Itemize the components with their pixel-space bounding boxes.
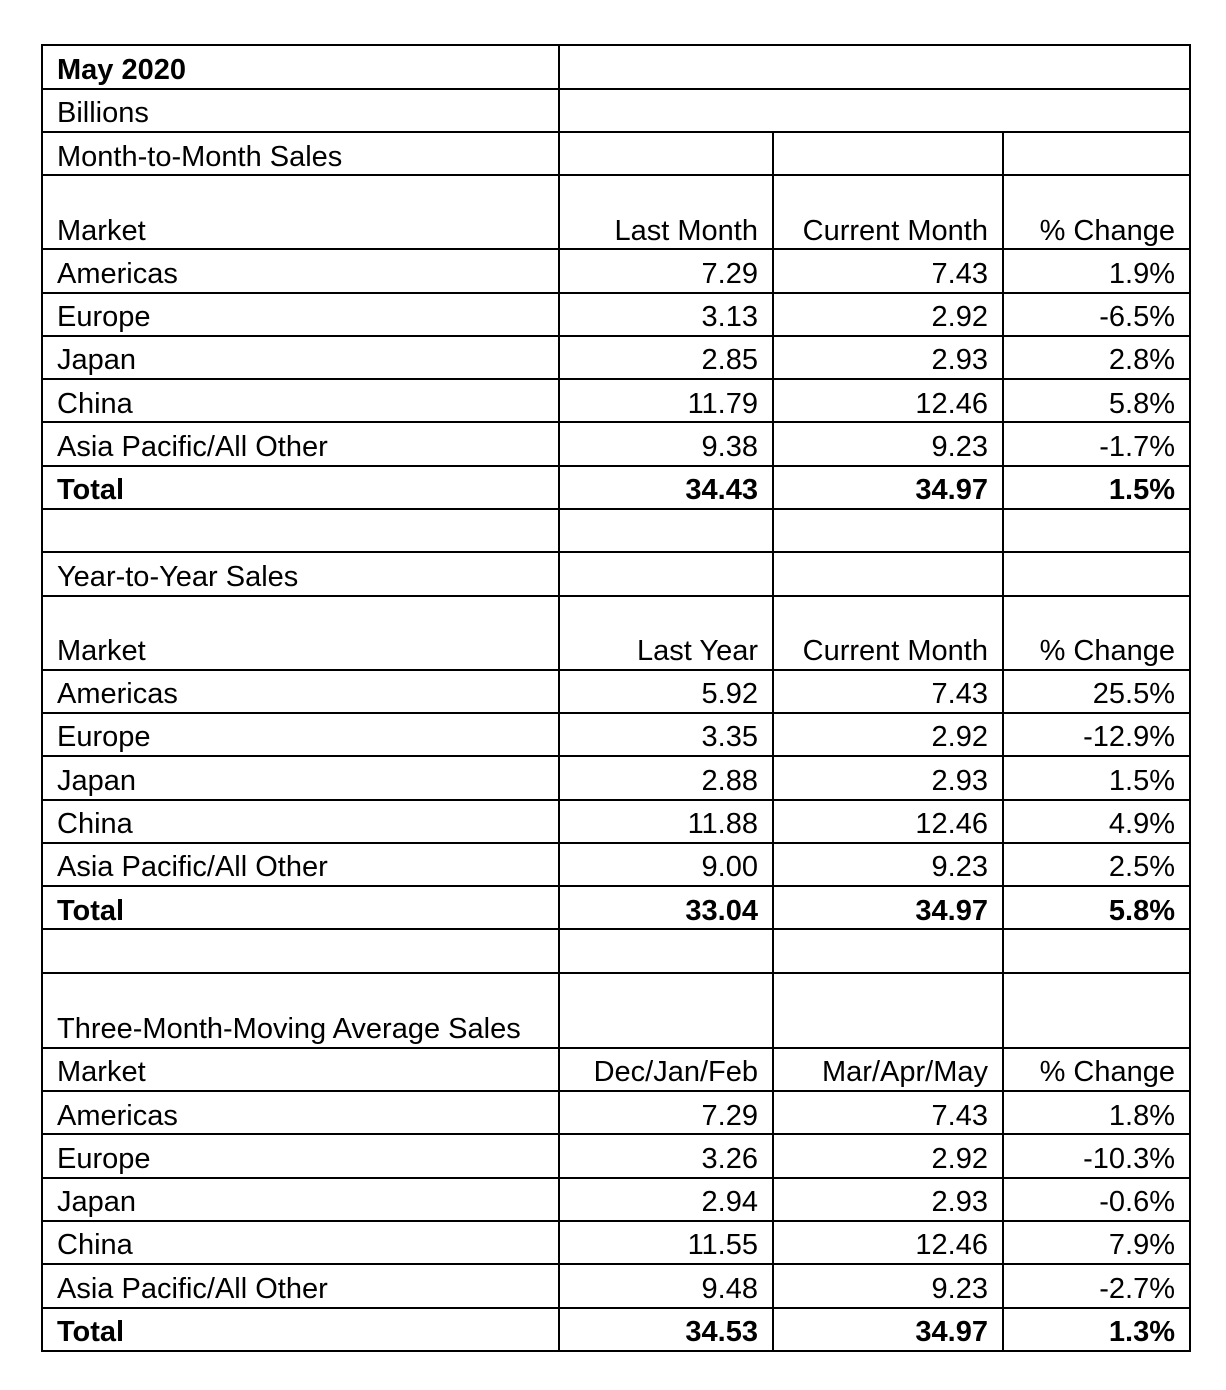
spacer-cell (1003, 509, 1190, 552)
header-previous: Dec/Jan/Feb (559, 1048, 773, 1091)
market-cell: Americas (42, 249, 559, 292)
heading-blank-cell (1003, 552, 1190, 595)
table-row (42, 1091, 1190, 1134)
previous-value-cell: 3.35 (559, 713, 773, 756)
market-cell: Europe (42, 293, 559, 336)
total-current: 34.97 (773, 1308, 1003, 1351)
section-heading-row (42, 973, 1190, 1048)
change-cell: -12.9% (1003, 713, 1190, 756)
heading-blank-cell (773, 132, 1003, 175)
spacer-cell (42, 929, 559, 972)
change-cell: 2.5% (1003, 843, 1190, 886)
total-previous: 33.04 (559, 886, 773, 929)
total-label: Total (42, 466, 559, 509)
total-current: 34.97 (773, 886, 1003, 929)
change-cell: 1.8% (1003, 1091, 1190, 1134)
heading-blank-cell (1003, 132, 1190, 175)
table-row (42, 249, 1190, 292)
header-change: % Change (1003, 175, 1190, 249)
header-change: % Change (1003, 596, 1190, 670)
section-heading-row (42, 132, 1190, 175)
previous-value-cell: 11.88 (559, 800, 773, 843)
unit-label: Billions (42, 89, 559, 132)
previous-value-cell: 3.26 (559, 1134, 773, 1177)
spacer-cell (559, 929, 773, 972)
current-value-cell: 9.23 (773, 1264, 1003, 1307)
heading-blank-cell (559, 973, 773, 1048)
report-title: May 2020 (42, 45, 559, 89)
title-row (42, 45, 1190, 89)
heading-blank-cell (773, 552, 1003, 595)
total-label: Total (42, 1308, 559, 1351)
current-value-cell: 7.43 (773, 249, 1003, 292)
total-previous: 34.43 (559, 466, 773, 509)
previous-value-cell: 7.29 (559, 249, 773, 292)
column-header-row (42, 1048, 1190, 1091)
total-current: 34.97 (773, 466, 1003, 509)
table-row (42, 800, 1190, 843)
column-header-row (42, 175, 1190, 249)
table-row (42, 713, 1190, 756)
current-value-cell: 2.93 (773, 1178, 1003, 1221)
total-row (42, 886, 1190, 929)
current-value-cell: 12.46 (773, 1221, 1003, 1264)
header-current: Mar/Apr/May (773, 1048, 1003, 1091)
section-heading: Year-to-Year Sales (42, 552, 559, 595)
table-row (42, 336, 1190, 379)
current-value-cell: 12.46 (773, 379, 1003, 422)
change-cell: 2.8% (1003, 336, 1190, 379)
change-cell: 25.5% (1003, 670, 1190, 713)
spacer-cell (42, 509, 559, 552)
current-value-cell: 2.92 (773, 1134, 1003, 1177)
current-value-cell: 7.43 (773, 1091, 1003, 1134)
header-market: Market (42, 596, 559, 670)
spacer-cell (559, 509, 773, 552)
section-spacer (42, 509, 1190, 552)
previous-value-cell: 3.13 (559, 293, 773, 336)
current-value-cell: 9.23 (773, 843, 1003, 886)
heading-blank-cell (559, 552, 773, 595)
table-row (42, 756, 1190, 799)
unit-row-blank (559, 89, 1190, 132)
change-cell: -2.7% (1003, 1264, 1190, 1307)
change-cell: 7.9% (1003, 1221, 1190, 1264)
market-cell: Japan (42, 756, 559, 799)
previous-value-cell: 9.38 (559, 422, 773, 465)
table-row (42, 293, 1190, 336)
total-previous: 34.53 (559, 1308, 773, 1351)
previous-value-cell: 2.94 (559, 1178, 773, 1221)
market-cell: Asia Pacific/All Other (42, 1264, 559, 1307)
market-cell: Asia Pacific/All Other (42, 422, 559, 465)
section-heading-row (42, 552, 1190, 595)
current-value-cell: 12.46 (773, 800, 1003, 843)
total-change: 1.5% (1003, 466, 1190, 509)
current-value-cell: 7.43 (773, 670, 1003, 713)
title-row-blank (559, 45, 1190, 89)
total-change: 1.3% (1003, 1308, 1190, 1351)
change-cell: -1.7% (1003, 422, 1190, 465)
current-value-cell: 9.23 (773, 422, 1003, 465)
section-heading: Month-to-Month Sales (42, 132, 559, 175)
previous-value-cell: 2.85 (559, 336, 773, 379)
change-cell: 4.9% (1003, 800, 1190, 843)
change-cell: -6.5% (1003, 293, 1190, 336)
header-current: Current Month (773, 596, 1003, 670)
table-row (42, 1264, 1190, 1307)
change-cell: 1.9% (1003, 249, 1190, 292)
current-value-cell: 2.93 (773, 756, 1003, 799)
current-value-cell: 2.92 (773, 713, 1003, 756)
header-previous: Last Year (559, 596, 773, 670)
change-cell: -10.3% (1003, 1134, 1190, 1177)
heading-blank-cell (773, 973, 1003, 1048)
change-cell: 5.8% (1003, 379, 1190, 422)
unit-row (42, 89, 1190, 132)
change-cell: 1.5% (1003, 756, 1190, 799)
market-cell: Americas (42, 1091, 559, 1134)
total-label: Total (42, 886, 559, 929)
table-body (42, 45, 1190, 1351)
spacer-cell (1003, 929, 1190, 972)
table-row (42, 670, 1190, 713)
market-cell: China (42, 379, 559, 422)
change-cell: -0.6% (1003, 1178, 1190, 1221)
previous-value-cell: 9.48 (559, 1264, 773, 1307)
market-cell: Europe (42, 1134, 559, 1177)
column-header-row (42, 596, 1190, 670)
market-cell: Asia Pacific/All Other (42, 843, 559, 886)
previous-value-cell: 7.29 (559, 1091, 773, 1134)
current-value-cell: 2.93 (773, 336, 1003, 379)
previous-value-cell: 11.55 (559, 1221, 773, 1264)
header-previous: Last Month (559, 175, 773, 249)
sales-table (41, 44, 1191, 1352)
previous-value-cell: 11.79 (559, 379, 773, 422)
table-row (42, 843, 1190, 886)
previous-value-cell: 2.88 (559, 756, 773, 799)
previous-value-cell: 5.92 (559, 670, 773, 713)
total-row (42, 1308, 1190, 1351)
header-current: Current Month (773, 175, 1003, 249)
table-row (42, 379, 1190, 422)
market-cell: Japan (42, 336, 559, 379)
header-market: Market (42, 175, 559, 249)
section-spacer (42, 929, 1190, 972)
heading-blank-cell (1003, 973, 1190, 1048)
market-cell: Japan (42, 1178, 559, 1221)
table-row (42, 1221, 1190, 1264)
market-cell: China (42, 800, 559, 843)
current-value-cell: 2.92 (773, 293, 1003, 336)
spacer-cell (773, 929, 1003, 972)
market-cell: Americas (42, 670, 559, 713)
table-row (42, 1178, 1190, 1221)
header-market: Market (42, 1048, 559, 1091)
market-cell: China (42, 1221, 559, 1264)
section-heading: Three-Month-Moving Average Sales (42, 973, 559, 1048)
market-cell: Europe (42, 713, 559, 756)
previous-value-cell: 9.00 (559, 843, 773, 886)
heading-blank-cell (559, 132, 773, 175)
table-row (42, 1134, 1190, 1177)
header-change: % Change (1003, 1048, 1190, 1091)
spacer-cell (773, 509, 1003, 552)
total-row (42, 466, 1190, 509)
table-row (42, 422, 1190, 465)
total-change: 5.8% (1003, 886, 1190, 929)
